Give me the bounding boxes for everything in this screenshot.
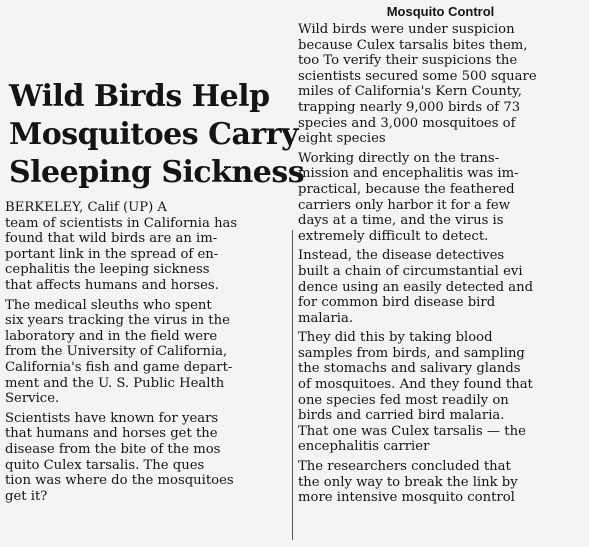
text-line: the stomachs and salivary glands	[298, 361, 521, 377]
text-line: encephalitis carrier	[298, 439, 430, 455]
text-line: dence using an easily detected and	[298, 279, 534, 295]
text-line: built a chain of circumstantial evi	[298, 263, 523, 279]
text-line: disease from the bite of the mos	[5, 441, 221, 457]
headline-line: Sleeping Sickness	[9, 155, 305, 190]
paragraph	[5, 411, 289, 505]
text-line: from the University of California,	[5, 344, 228, 360]
paragraph	[298, 22, 583, 147]
text-line: found that wild birds are an im-	[5, 231, 218, 247]
headline	[5, 78, 305, 192]
text-line: days at a time, and the virus is	[298, 213, 504, 229]
text-line: birds and carried bird malaria.	[298, 408, 505, 424]
text-line: Scientists have known for years	[5, 410, 219, 426]
text-line: BERKELEY, Calif (UP) A	[5, 200, 167, 215]
text-line: species and 3,000 mosquitoes of	[298, 115, 516, 131]
text-line: The researchers concluded that	[298, 459, 511, 475]
text-line: six years tracking the virus in the	[5, 313, 230, 329]
text-line: for common bird disease bird	[298, 295, 496, 311]
text-line: That one was Culex tarsalis — the	[298, 423, 526, 439]
text-line: the only way to break the link by	[298, 474, 518, 490]
text-line: tion was where do the mosquitoes	[5, 473, 234, 489]
text-line: that affects humans and horses.	[5, 277, 219, 293]
paragraph	[298, 459, 583, 506]
text-line: that humans and horses get the	[5, 426, 218, 442]
paragraph	[5, 298, 289, 407]
text-line: The medical sleuths who spent	[5, 297, 212, 313]
text-line: because Culex tarsalis bites them,	[298, 37, 528, 53]
text-line: Wild birds were under suspicion	[298, 22, 515, 37]
subheading: Mosquito Control	[386, 4, 495, 19]
text-line: eight species	[298, 131, 386, 147]
text-line: practical, because the feathered	[298, 181, 515, 197]
text-line: miles of California's Kern County,	[298, 84, 522, 100]
text-line: malaria.	[298, 310, 354, 326]
text-line: carriers only harbor it for a few	[298, 197, 511, 213]
right-column	[298, 4, 583, 510]
text-line: one species fed most readily on	[298, 392, 509, 408]
text-line: Instead, the disease detectives	[298, 248, 505, 264]
text-line: of mosquitoes. And they found that	[298, 377, 533, 393]
paragraph	[298, 330, 583, 455]
text-line: too To verify their suspicions the	[298, 53, 518, 69]
text-line: more intensive mosquito control	[298, 490, 515, 506]
text-line: scientists secured some 500 square	[298, 68, 537, 84]
column-divider	[292, 230, 293, 540]
text-line: Working directly on the trans-	[298, 150, 500, 166]
text-line: extremely difficult to detect.	[298, 228, 489, 244]
text-line: Service.	[5, 391, 60, 407]
paragraph	[298, 151, 583, 245]
text-line: mission and encephalitis was im-	[298, 166, 519, 182]
paragraph	[298, 248, 583, 326]
headline-line: Mosquitoes Carry	[9, 117, 298, 152]
headline-line: Wild Birds Help	[9, 79, 270, 114]
text-line: quito Culex tarsalis. The ques	[5, 457, 205, 473]
text-line: team of scientists in California has	[5, 215, 238, 231]
text-line: portant link in the spread of en-	[5, 246, 219, 262]
text-line: ment and the U. S. Public Health	[5, 375, 225, 391]
left-column	[5, 78, 305, 508]
text-line: trapping nearly 9,000 birds of 73	[298, 99, 521, 115]
text-line: samples from birds, and sampling	[298, 345, 525, 361]
text-line: laboratory and in the field were	[5, 328, 218, 344]
text-line: California's fish and game depart-	[5, 359, 233, 375]
paragraph-dateline	[5, 200, 289, 294]
text-line: cephalitis the leeping sickness	[5, 262, 210, 278]
text-line: They did this by taking blood	[298, 330, 493, 346]
text-line: get it?	[5, 488, 48, 504]
